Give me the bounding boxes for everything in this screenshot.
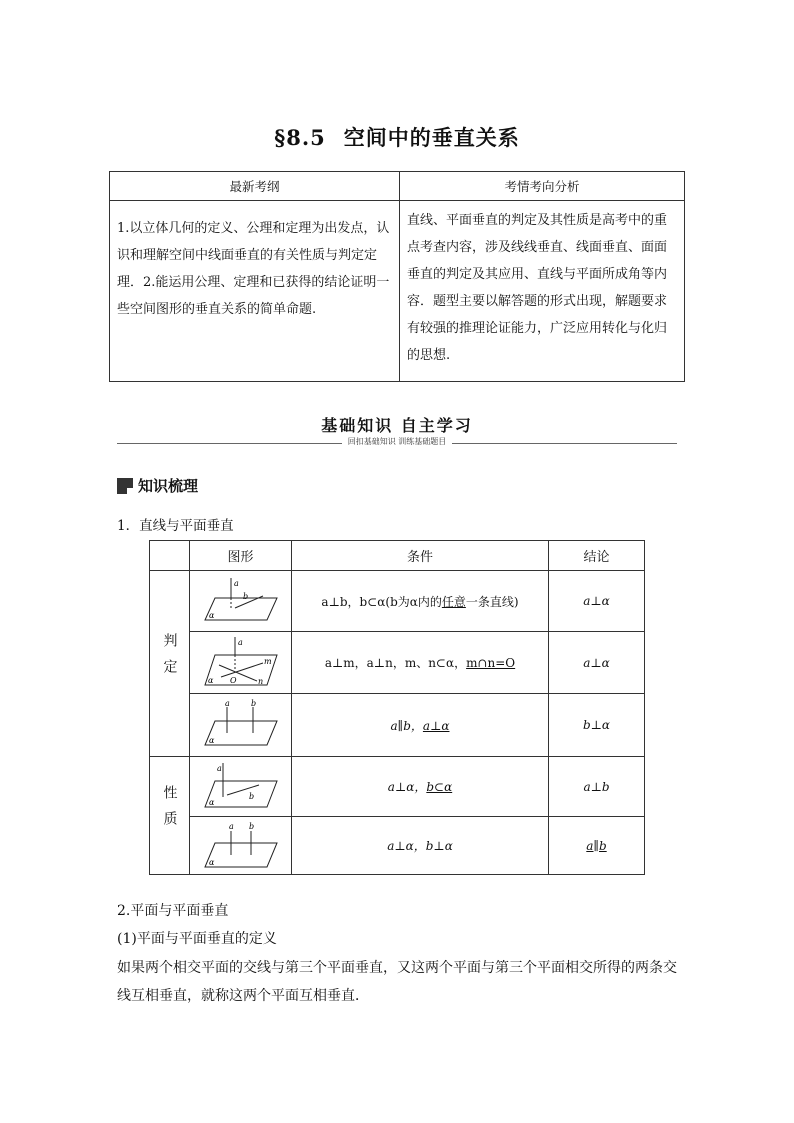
svg-text:b: b bbox=[250, 699, 256, 708]
outline-header-1: 最新考纲 bbox=[110, 172, 400, 201]
svg-text:a: a bbox=[237, 637, 243, 647]
outline-cell-2: 直线、平面垂直的判定及其性质是高考中的重点考查内容，涉及线线垂直、线面垂直、面面垂直的判定及其应用、直线与平面所成角等内容．题型主要以解答题的形式出现，解题要求有较强的推理论证能力，广泛应用转化与化归的思想. bbox=[400, 201, 685, 382]
svg-text:α: α bbox=[207, 675, 213, 685]
diagram-line-two-lines bbox=[201, 635, 281, 691]
condition-1: a⊥b，b⊂α(b为α内的任意一条直线) bbox=[292, 571, 549, 632]
figure-4 bbox=[190, 757, 292, 817]
diagram-parallel-lines bbox=[201, 699, 281, 751]
condition-3: a∥b，a⊥α bbox=[292, 694, 549, 757]
figure-2 bbox=[190, 632, 292, 694]
knowledge-label bbox=[117, 475, 198, 496]
svg-text:n: n bbox=[257, 676, 263, 686]
condition-5: a⊥α，b⊥α bbox=[292, 817, 549, 875]
figure-3 bbox=[190, 694, 292, 757]
svg-text:b: b bbox=[248, 821, 254, 831]
section-heading: 基础知识 自主学习 bbox=[321, 416, 473, 435]
svg-text:a: a bbox=[216, 763, 222, 773]
header-conclusion: 结论 bbox=[549, 541, 645, 571]
svg-text:O: O bbox=[229, 675, 237, 685]
figure-1 bbox=[190, 571, 292, 632]
part1-heading: 1．直线与平面垂直 bbox=[117, 518, 234, 534]
outline-cell-1: 1.以立体几何的定义、公理和定理为出发点，认识和理解空间中线面垂直的有关性质与判定定理．2.能运用公理、定理和已获得的结论证明一些空间图形的垂直关系的简单命题. bbox=[110, 201, 400, 382]
section-header bbox=[117, 413, 677, 446]
outline-header-2: 考情考向分析 bbox=[400, 172, 685, 201]
part2-subheading: (1)平面与平面垂直的定义 bbox=[117, 931, 277, 947]
svg-text:b: b bbox=[242, 592, 248, 601]
header-figure: 图形 bbox=[190, 541, 292, 571]
conclusion-3: b⊥α bbox=[549, 694, 645, 757]
diagram-perp-line-in-plane bbox=[201, 761, 281, 813]
conclusion-1: a⊥α bbox=[549, 571, 645, 632]
part2-definition: 如果两个相交平面的交线与第三个平面垂直，又这两个平面与第三个平面相交所得的两条交线互相垂直，就称这两个平面互相垂直． bbox=[117, 960, 677, 1004]
condition-4: a⊥α，b⊂α bbox=[292, 757, 549, 817]
section-title: 空间中的垂直关系 bbox=[343, 125, 520, 150]
part2-heading: 2.平面与平面垂直 bbox=[117, 903, 229, 919]
svg-text:a: a bbox=[228, 821, 234, 831]
outline-table bbox=[109, 171, 685, 382]
conclusion-4: a⊥b bbox=[549, 757, 645, 817]
svg-text:α: α bbox=[208, 857, 214, 867]
page-title bbox=[0, 122, 794, 152]
group-label-judge: 判定 bbox=[161, 632, 178, 685]
group-label-property: 性质 bbox=[161, 784, 178, 837]
svg-text:α: α bbox=[208, 611, 214, 620]
header-condition: 条件 bbox=[292, 541, 549, 571]
conclusion-2: a⊥α bbox=[549, 632, 645, 694]
svg-text:b: b bbox=[248, 791, 254, 801]
svg-text:α: α bbox=[208, 736, 214, 745]
diagram-two-perp-lines bbox=[201, 821, 281, 871]
svg-text:α: α bbox=[208, 797, 214, 807]
section-subheading: 回扣基础知识 训练基础题目 bbox=[342, 437, 453, 446]
condition-2: a⊥m，a⊥n，m、n⊂α，m∩n=O bbox=[292, 632, 549, 694]
svg-text:a: a bbox=[224, 699, 230, 708]
svg-text:m: m bbox=[263, 656, 272, 666]
conclusion-5: a∥b bbox=[549, 817, 645, 875]
line-plane-table bbox=[149, 540, 645, 875]
svg-text:a: a bbox=[233, 579, 239, 588]
figure-5 bbox=[190, 817, 292, 875]
square-bullet-icon bbox=[117, 478, 133, 494]
knowledge-label-text: 知识梳理 bbox=[138, 477, 199, 495]
section-number: §8.5 bbox=[274, 125, 326, 150]
diagram-line-plane bbox=[201, 576, 281, 626]
